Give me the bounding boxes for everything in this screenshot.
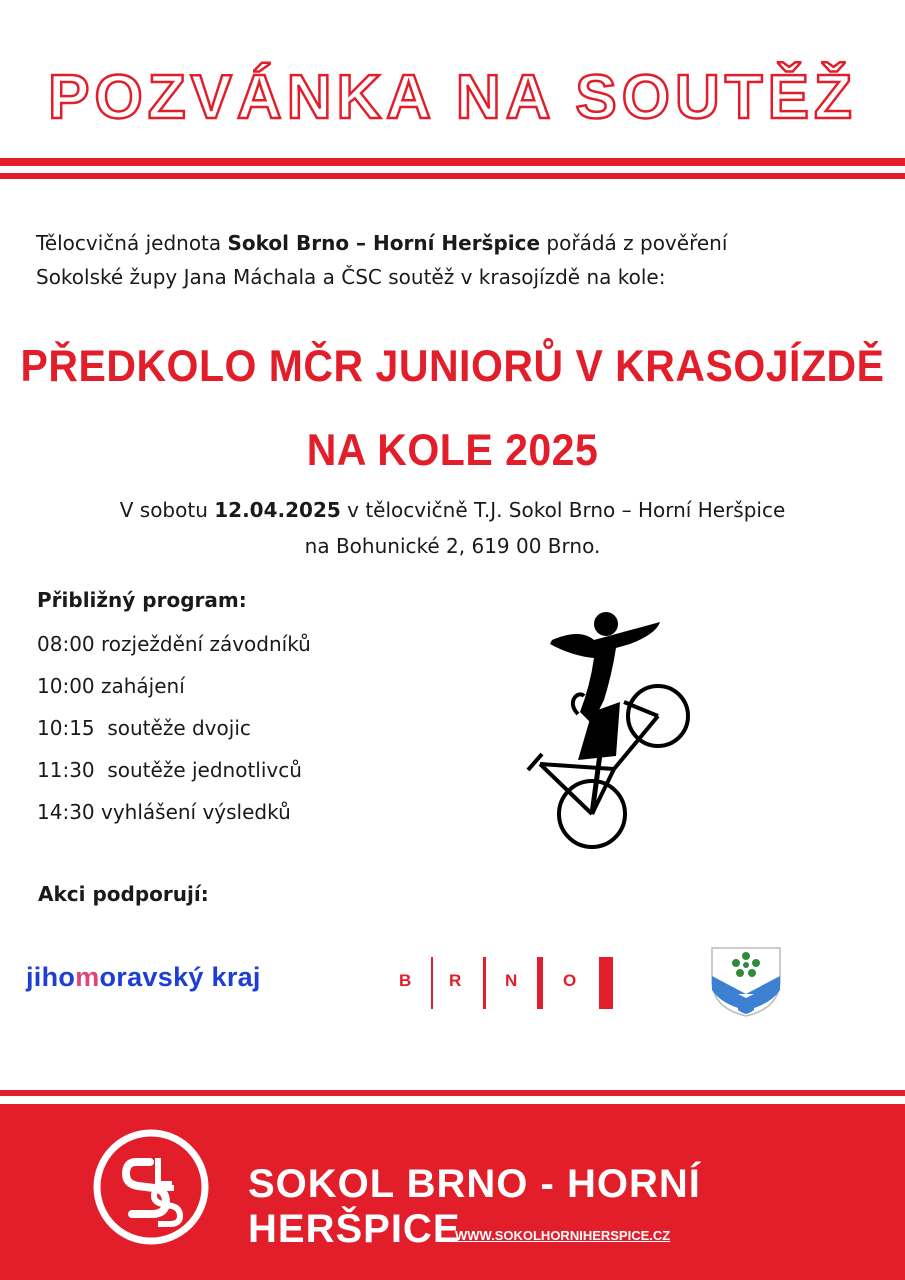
page-title: POZVÁNKA NA SOUTĚŽ (48, 63, 857, 132)
brno-bar (483, 957, 486, 1009)
brno-letter: B (399, 971, 412, 990)
address: na Bohunické 2, 619 00 Brno. (304, 534, 601, 558)
footer (0, 1104, 905, 1280)
club-name: SOKOL BRNO - HORNÍ HERŠPICE (248, 1162, 701, 1251)
header-divider-thin (0, 173, 905, 179)
intro-line2: Sokolské župy Jana Máchala a ČSC soutěž v krasojízdě na kole: (36, 265, 666, 289)
brno-letter: R (449, 971, 462, 990)
event-details (0, 492, 905, 564)
brno-bar (537, 957, 543, 1009)
header-divider (0, 158, 905, 166)
intro-paragraph (36, 226, 876, 294)
website-link[interactable]: WWW.SOKOLHORNIHERSPICE.CZ (455, 1228, 671, 1243)
event-headline (0, 324, 905, 492)
headline-line2: NA KOLE 2025 (306, 425, 599, 475)
brno-bar (599, 957, 613, 1009)
program-item: 08:00 rozježdění závodníků (37, 632, 311, 656)
jmk-logo-accent: m (75, 962, 100, 992)
intro-prefix: Tělocvičná jednota (36, 231, 228, 255)
jmk-logo-text-end: oravský kraj (99, 962, 261, 992)
sokol-logo-icon (92, 1128, 210, 1246)
intro-middle: pořádá z pověření (540, 231, 728, 255)
jmk-logo-text: jiho (26, 962, 76, 992)
program-item: 14:30 vyhlášení výsledků (37, 800, 291, 824)
date-prefix: V sobotu (119, 498, 215, 522)
program-item: 11:30 soutěže jednotlivců (37, 758, 302, 782)
brno-bar (431, 957, 433, 1009)
event-date: 12.04.2025 (214, 498, 341, 522)
cyclist-illustration (520, 604, 700, 854)
program-section (37, 583, 497, 833)
program-title: Přibližný program: (37, 588, 247, 612)
venue: v tělocvičně T.J. Sokol Brno – Horní Heršpice (340, 498, 786, 522)
supporters-label: Akci podporují: (38, 882, 209, 906)
organizer-name: Sokol Brno – Horní Heršpice (227, 231, 541, 255)
footer-divider (0, 1090, 905, 1096)
program-item: 10:00 zahájení (37, 674, 185, 698)
program-item: 10:15 soutěže dvojic (37, 716, 251, 740)
municipal-crest-icon (710, 946, 782, 1018)
headline-line1: PŘEDKOLO MČR JUNIORŮ V KRASOJÍZDĚ (20, 341, 885, 391)
brno-letter: O (563, 971, 577, 990)
brno-letter: N (505, 971, 518, 990)
brno-city-logo (397, 957, 617, 1009)
jihomoravsky-kraj-logo (26, 962, 261, 993)
